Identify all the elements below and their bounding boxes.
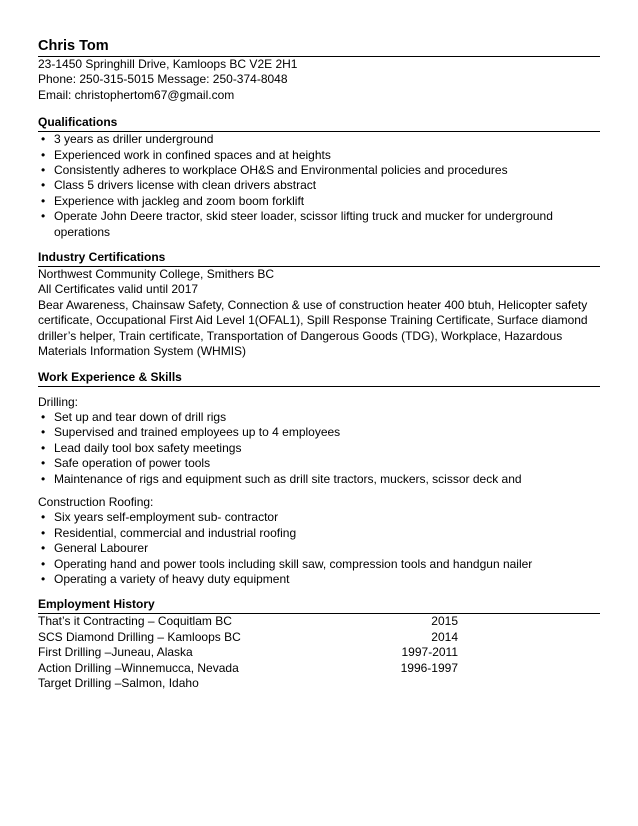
candidate-name: Chris Tom [38,38,109,54]
resume-content [38,38,600,691]
bullet-icon: • [41,193,46,208]
list-item: • Experienced work in confined spaces and at heights [41,147,331,162]
bullet-icon: • [41,209,46,224]
employer-name: That’s it Contracting – Coquitlam BC [38,614,232,629]
employer-name: Action Drilling –Winnemucca, Nevada [38,660,239,675]
bullet-icon: • [41,132,46,147]
list-item: • Maintenance of rigs and equipment such as drill site tractors, muckers, scissor deck and [41,471,522,486]
list-item: • Six years self-employment sub- contractor [41,510,279,525]
address-line: 23-1450 Springhill Drive, Kamloops BC V2E 2H1 [38,57,298,71]
bullet-icon: • [41,471,46,486]
certification-validity: All Certificates valid until 2017 [38,282,199,297]
table-row [38,630,600,645]
table-row [38,645,600,660]
list-item: • Operating a variety of heavy duty equipment [41,571,290,586]
certifications-title: Industry Certifications [38,250,166,265]
employer-name: First Drilling –Juneau, Alaska [38,645,193,660]
table-row [38,614,600,629]
list-item: • Set up and tear down of drill rigs [41,409,227,424]
bullet-icon: • [41,525,46,540]
bullet-icon: • [41,409,46,424]
list-item: • General Labourer [41,541,149,556]
qualifications-list [38,132,600,240]
list-item: • Residential, commercial and industrial roofing [41,525,297,540]
certification-school: Northwest Community College, Smithers BC [38,267,275,282]
bullet-icon: • [41,440,46,455]
bullet-icon: • [41,178,46,193]
table-row [38,661,600,676]
list-item: • Operating hand and power tools including skill saw, compression tools and handgun nailer [41,556,533,571]
drilling-list [38,410,600,487]
roofing-list [38,510,600,587]
list-item: • Class 5 drivers license with clean drivers abstract [41,178,317,193]
employment-years: 1996-1997 [400,660,458,675]
list-item: • 3 years as driller underground [41,132,214,147]
list-item: • Experience with jackleg and zoom boom forklift [41,193,305,208]
email-line: Email: christophertom67@gmail.com [38,87,235,102]
bullet-icon: • [41,556,46,571]
list-item: • Lead daily tool box safety meetings [41,440,242,455]
list-item: • Consistently adheres to workplace OH&S and Environmental policies and procedures [41,163,508,178]
employment-years: 2015 [431,614,458,629]
experience-group-label: Construction Roofing: [38,494,154,509]
employment-years: 1997-2011 [401,645,458,660]
list-item: • Supervised and trained employees up to 4 employees [41,425,341,440]
employer-name: SCS Diamond Drilling – Kamloops BC [38,629,241,644]
list-item: • Safe operation of power tools [41,456,211,471]
employment-title: Employment History [38,597,155,612]
experience-title: Work Experience & Skills [38,369,182,384]
bullet-icon: • [41,163,46,178]
bullet-icon: • [41,510,46,525]
employment-years [393,676,458,691]
bullet-icon: • [41,571,46,586]
bullet-icon: • [41,541,46,556]
list-item: • Operate John Deere tractor, skid steer loader, scissor lifting truck and mucker for underground operations [41,209,553,239]
bullet-icon: • [41,425,46,440]
qualifications-title: Qualifications [38,115,118,130]
experience-group-label: Drilling: [38,394,79,409]
table-row [38,676,600,691]
employment-years: 2014 [431,629,458,644]
bullet-icon: • [41,147,46,162]
employer-name: Target Drilling –Salmon, Idaho [38,676,199,690]
certification-details: Bear Awareness, Chainsaw Safety, Connection & use of construction heater 400 btuh, Helicopter safety certificate, Occupational First Aid Level 1(OFAL1), Spill Response Training Certificate, Surface diamond driller’s helper, Train certificate, Transportation of Dangerous Goods (TDG), Workplace, Hazardous Materials Information System (WHMIS) [38,297,588,359]
bullet-icon: • [41,456,46,471]
phone-line: Phone: 250-315-5015 Message: 250-374-8048 [38,72,288,87]
employment-table [38,614,600,691]
